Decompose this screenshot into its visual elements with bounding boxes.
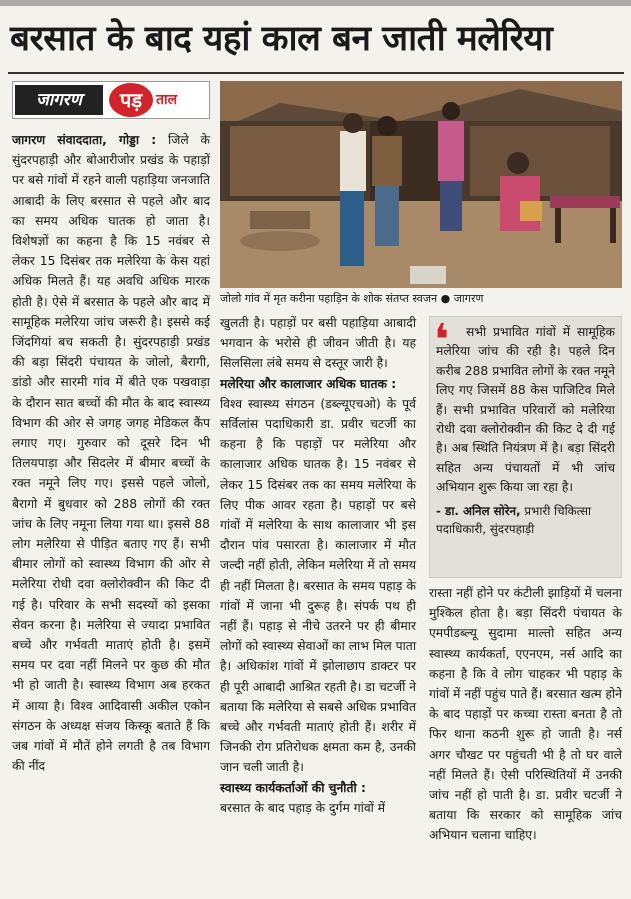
- quote-author-title: प्रभारी चिकित्सा पदाधिकारी, सुंदरपहाड़ी: [436, 503, 592, 536]
- subhead-health-workers-challenge: स्वास्थ्य कार्यकर्ताओं की चुनौती :: [220, 780, 366, 795]
- headline: बरसात के बाद यहां काल बन जाती मलेरिया: [10, 19, 553, 59]
- photo-illustration: [220, 81, 622, 288]
- byline: जागरण संवाददाता, गोड्डा :: [12, 133, 157, 147]
- top-rule: [0, 0, 631, 6]
- subhead-malaria-kalazar: मलेरिया और कालाजार अधिक घातक :: [220, 376, 397, 391]
- column-3-text: रास्ता नहीं होने पर कंटीली झाड़ियों में चलना मुश्किल होता है। बड़ा सिंदरी पंचायत के एमपीडब्ल्यू सुदामा माल्तो सहित अन्य स्वास्थ्य कार्यकर्ता, एएनएम, नर्स आदि का कहना है कि वे लोग चाहकर भी पहाड़ के गांवों में नहीं पहुंच पाते हैं। बरसात खत्म होने के बाद पहाड़ों पर कच्चा रास्ता बनता है तो फिर थाना कठनी शुरू हो जाती है। नर्स अगर चौखट पर पहुंचती भी है तो घर वाले नहीं मिलते हैं। ऐसी परिस्थितियों में उनकी जांच नहीं हो पाती है। डा. प्रवीर चटर्जी ने बताया कि सरकार को सामूहिक जांच अभियान चलाना चाहिए।: [429, 586, 622, 843]
- article-column-2: [220, 313, 416, 818]
- headline-rule: [8, 72, 624, 74]
- column-2-text-2: विश्व स्वास्थ्य संगठन (डब्ल्यूएचओ) के पूर्व सर्विलांस पदाधिकारी डा. प्रवीर चटर्जी का कहना है कि पहाड़ों पर मलेरिया और कालाजार अधिक घातक है। 15 नवंबर से लेकर 15 दिसंबर तक का समय मलेरिया के लिए पीक आवर रहता है। पहाड़ों पर बसे गांवों में मलेरिया के साथ कालाजार भी इस दौरान पांव पसारता है। कालाजार में मौत जल्दी नहीं होती, लेकिन मलेरिया में तो समय ही नहीं मिलता है। बरसात के समय पहाड़ के गांवों में जाना भी दुरूह है। संपर्क पथ ही नहीं हैं। पहाड़ से नीचे उतरने पर ही बीमार लोगों को स्वास्थ्य सेवाओं का लाभ मिल पाता है। अधिकांश गांवों में झोलाछाप डाक्टर पर ही पूरी आबादी आश्रित रहती है। डा चटर्जी ने बताया कि मलेरिया से सबसे अधिक प्रभावित बच्चे और गर्भवती माताएं होती हैं। शरीर में जिनकी रोग प्रतिरोधक क्षमता कम है, उनकी जान चली जाती है।: [220, 396, 416, 775]
- logo-jagran-text: जागरण: [15, 85, 103, 115]
- article-column-1: [12, 130, 210, 777]
- column-1-text: जिले के सुंदरपहाड़ी और बोआरीजोर प्रखंड के पहाड़ों पर बसे गांवों में रहने वाली पहाड़िया जनजाति आबादी के लिए बरसात से पहले और बाद का समय अधिक घातक हो जाता है। विशेषज्ञों का कहना है कि 15 नवंबर से लेकर 15 दिसंबर तक मलेरिया के केस यहां अधिक मिलते हैं। यह अवधि अधिक मारक होती है। ऐसे में बरसात के पहले और बाद में सामूहिक मलेरिया जांच जरूरी है। इससे कई जिंदगियां बच सकती है। सुंदरपहाड़ी प्रखंड की बड़ा सिंदरी पंचायत के जोलो, बैरागी, डांडो और सारमी गांव में बीते एक पखवाड़ा के दौरान सात बच्चों की मौत के बाद स्वास्थ्य विभाग की ओर से जगह जगह मेडिकल कैंप लगाए गए। गुरुवार को दूसरे दिन भी तिलयपाड़ा और सिदलेर में बीमार बच्चों के रक्त नमूने लिए गए। इससे पहले जोलो, बैरागो में बुधवार को 288 लोगों की रक्त जांच के लिए नमूना लिया गया था। इससे 88 लोग मलेरिया से पीड़ित बताए गए हैं। सभी बीमार लोगों को स्वास्थ्य विभाग की ओर से मलेरिया रोधी दवा क्लोरोक्वीन की किट दी गई है। परिवार के सभी सदस्यों को इसका सेवन करना है। मलेरिया से ज्यादा प्रभावित बच्चे और गर्भवती माताएं होती है। इसमें समय पर दवा नहीं मिलने पर कुछ की मौत भी हो जाती है। स्वास्थ्य विभाग अब हरकत में आया है। विश्व आदिवासी अकील एकोन संगठन के अध्यक्ष संजय किस्कू बताते हैं कि जब गांवों में मौतें होने लगती है तब विभाग की नींद: [12, 133, 210, 774]
- quote-mark-icon: ❛: [434, 315, 450, 366]
- column-2-text-3: बरसात के बाद पहाड़ के दुर्गम गांवों में: [220, 800, 386, 815]
- quote-box: [429, 316, 622, 578]
- quote-author-name: - डा. अनिल सोरेन,: [436, 503, 521, 518]
- logo-circle: पड़: [109, 83, 153, 117]
- logo-taal-text: ताल: [156, 92, 178, 108]
- jagran-padtal-logo: [12, 81, 210, 119]
- quote-text: सभी प्रभावित गांवों में सामूहिक मलेरिया जांच की रही है। पहले दिन करीब 288 प्रभावित लोगों के रक्त नमूने लिए गए जिसमें 88 केस पाजिटिव मिले हैं। सभी प्रभावित परिवारों को मलेरिया रोधी दवा क्लोरोक्वीन की किट दे दी गई है। अब स्थिति नियंत्रण में है। बड़ा सिंदरी सहित अन्य पंचायतों में भी जांच अभियान शुरू किया जा रहा है।: [436, 325, 615, 495]
- news-photo: [220, 81, 622, 288]
- article-column-3: [429, 583, 622, 846]
- column-2-text-1: खुलती है। पहाड़ों पर बसी पहाड़िया आबादी भगवान के भरोसे ही जीवन जीती है। यह सिलसिला लंबे समय से दस्तूर जारी है।: [220, 316, 416, 371]
- photo-caption: जोलो गांव में मृत करीना पहाड़िन के शोक संतप्त स्वजन ● जागरण: [220, 292, 484, 305]
- quote-author: [436, 502, 615, 538]
